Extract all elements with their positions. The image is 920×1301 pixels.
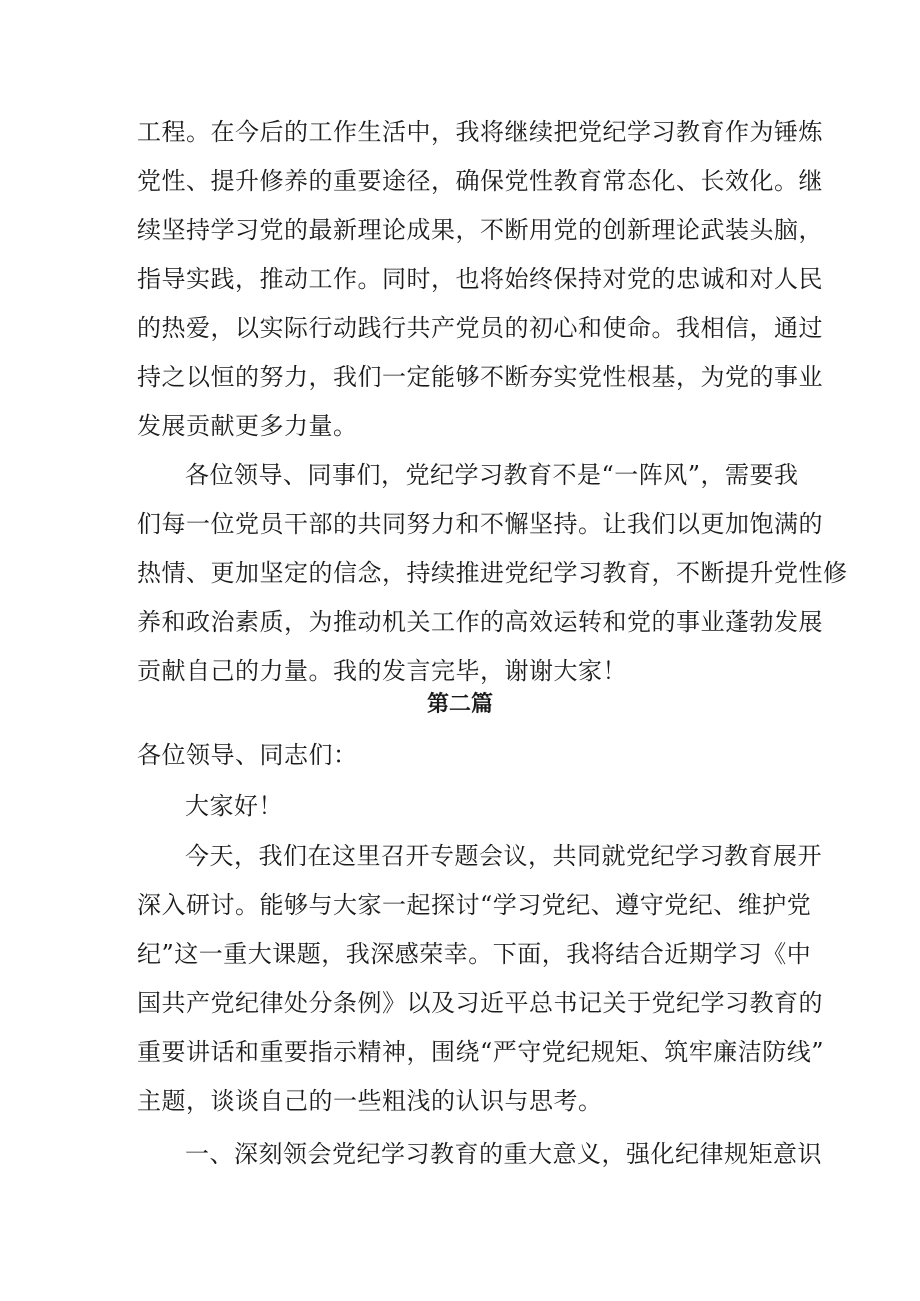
paragraph-line: 重要讲话和重要指示精神，围绕“严守党纪规矩、筑牢廉洁防线”: [137, 1038, 825, 1066]
paragraph-line: 主题，谈谈自己的一些粗浅的认识与思考。: [137, 1087, 603, 1115]
paragraph-line: 的热爱，以实际行动践行共产党员的初心和使命。我相信，通过: [137, 314, 823, 342]
greeting: 大家好！: [185, 792, 283, 820]
salutation: 各位领导、同志们：: [137, 741, 358, 769]
section-heading: 第二篇: [426, 692, 493, 717]
point-heading: 一、深刻领会党纪学习教育的重大意义，强化纪律规矩意识: [185, 1140, 822, 1168]
paragraph-line: 纪”这一重大课题，我深感荣幸。下面，我将结合近期学习《中: [137, 940, 812, 968]
paragraph-line: 国共产党纪律处分条例》以及习近平总书记关于党纪学习教育的: [137, 989, 823, 1017]
paragraph-line: 各位领导、同事们，党纪学习教育不是“一阵风”，需要我: [185, 461, 799, 489]
paragraph-line: 续坚持学习党的最新理论成果，不断用党的创新理论武装头脑，: [137, 216, 823, 244]
paragraph-line: 工程。在今后的工作生活中，我将继续把党纪学习教育作为锤炼: [137, 118, 823, 146]
paragraph-line: 今天，我们在这里召开专题会议，共同就党纪学习教育展开: [185, 842, 822, 870]
paragraph-line: 贡献自己的力量。我的发言完毕，谢谢大家！: [137, 657, 627, 685]
paragraph-line: 持之以恒的努力，我们一定能够不断夯实党性根基，为党的事业: [137, 363, 823, 391]
paragraph-line: 指导实践，推动工作。同时，也将始终保持对党的忠诚和对人民: [137, 265, 823, 293]
paragraph-line: 深入研讨。能够与大家一起探讨“学习党纪、遵守党纪、维护党: [137, 891, 812, 919]
paragraph-line: 热情、更加坚定的信念，持续推进党纪学习教育，不断提升党性修: [137, 559, 848, 587]
paragraph-line: 党性、提升修养的重要途径，确保党性教育常态化、长效化。继: [137, 167, 823, 195]
paragraph-line: 养和政治素质，为推动机关工作的高效运转和党的事业蓬勃发展: [137, 608, 823, 636]
paragraph-line: 们每一位党员干部的共同努力和不懈坚持。让我们以更加饱满的: [137, 510, 823, 538]
paragraph-line: 发展贡献更多力量。: [137, 412, 358, 440]
